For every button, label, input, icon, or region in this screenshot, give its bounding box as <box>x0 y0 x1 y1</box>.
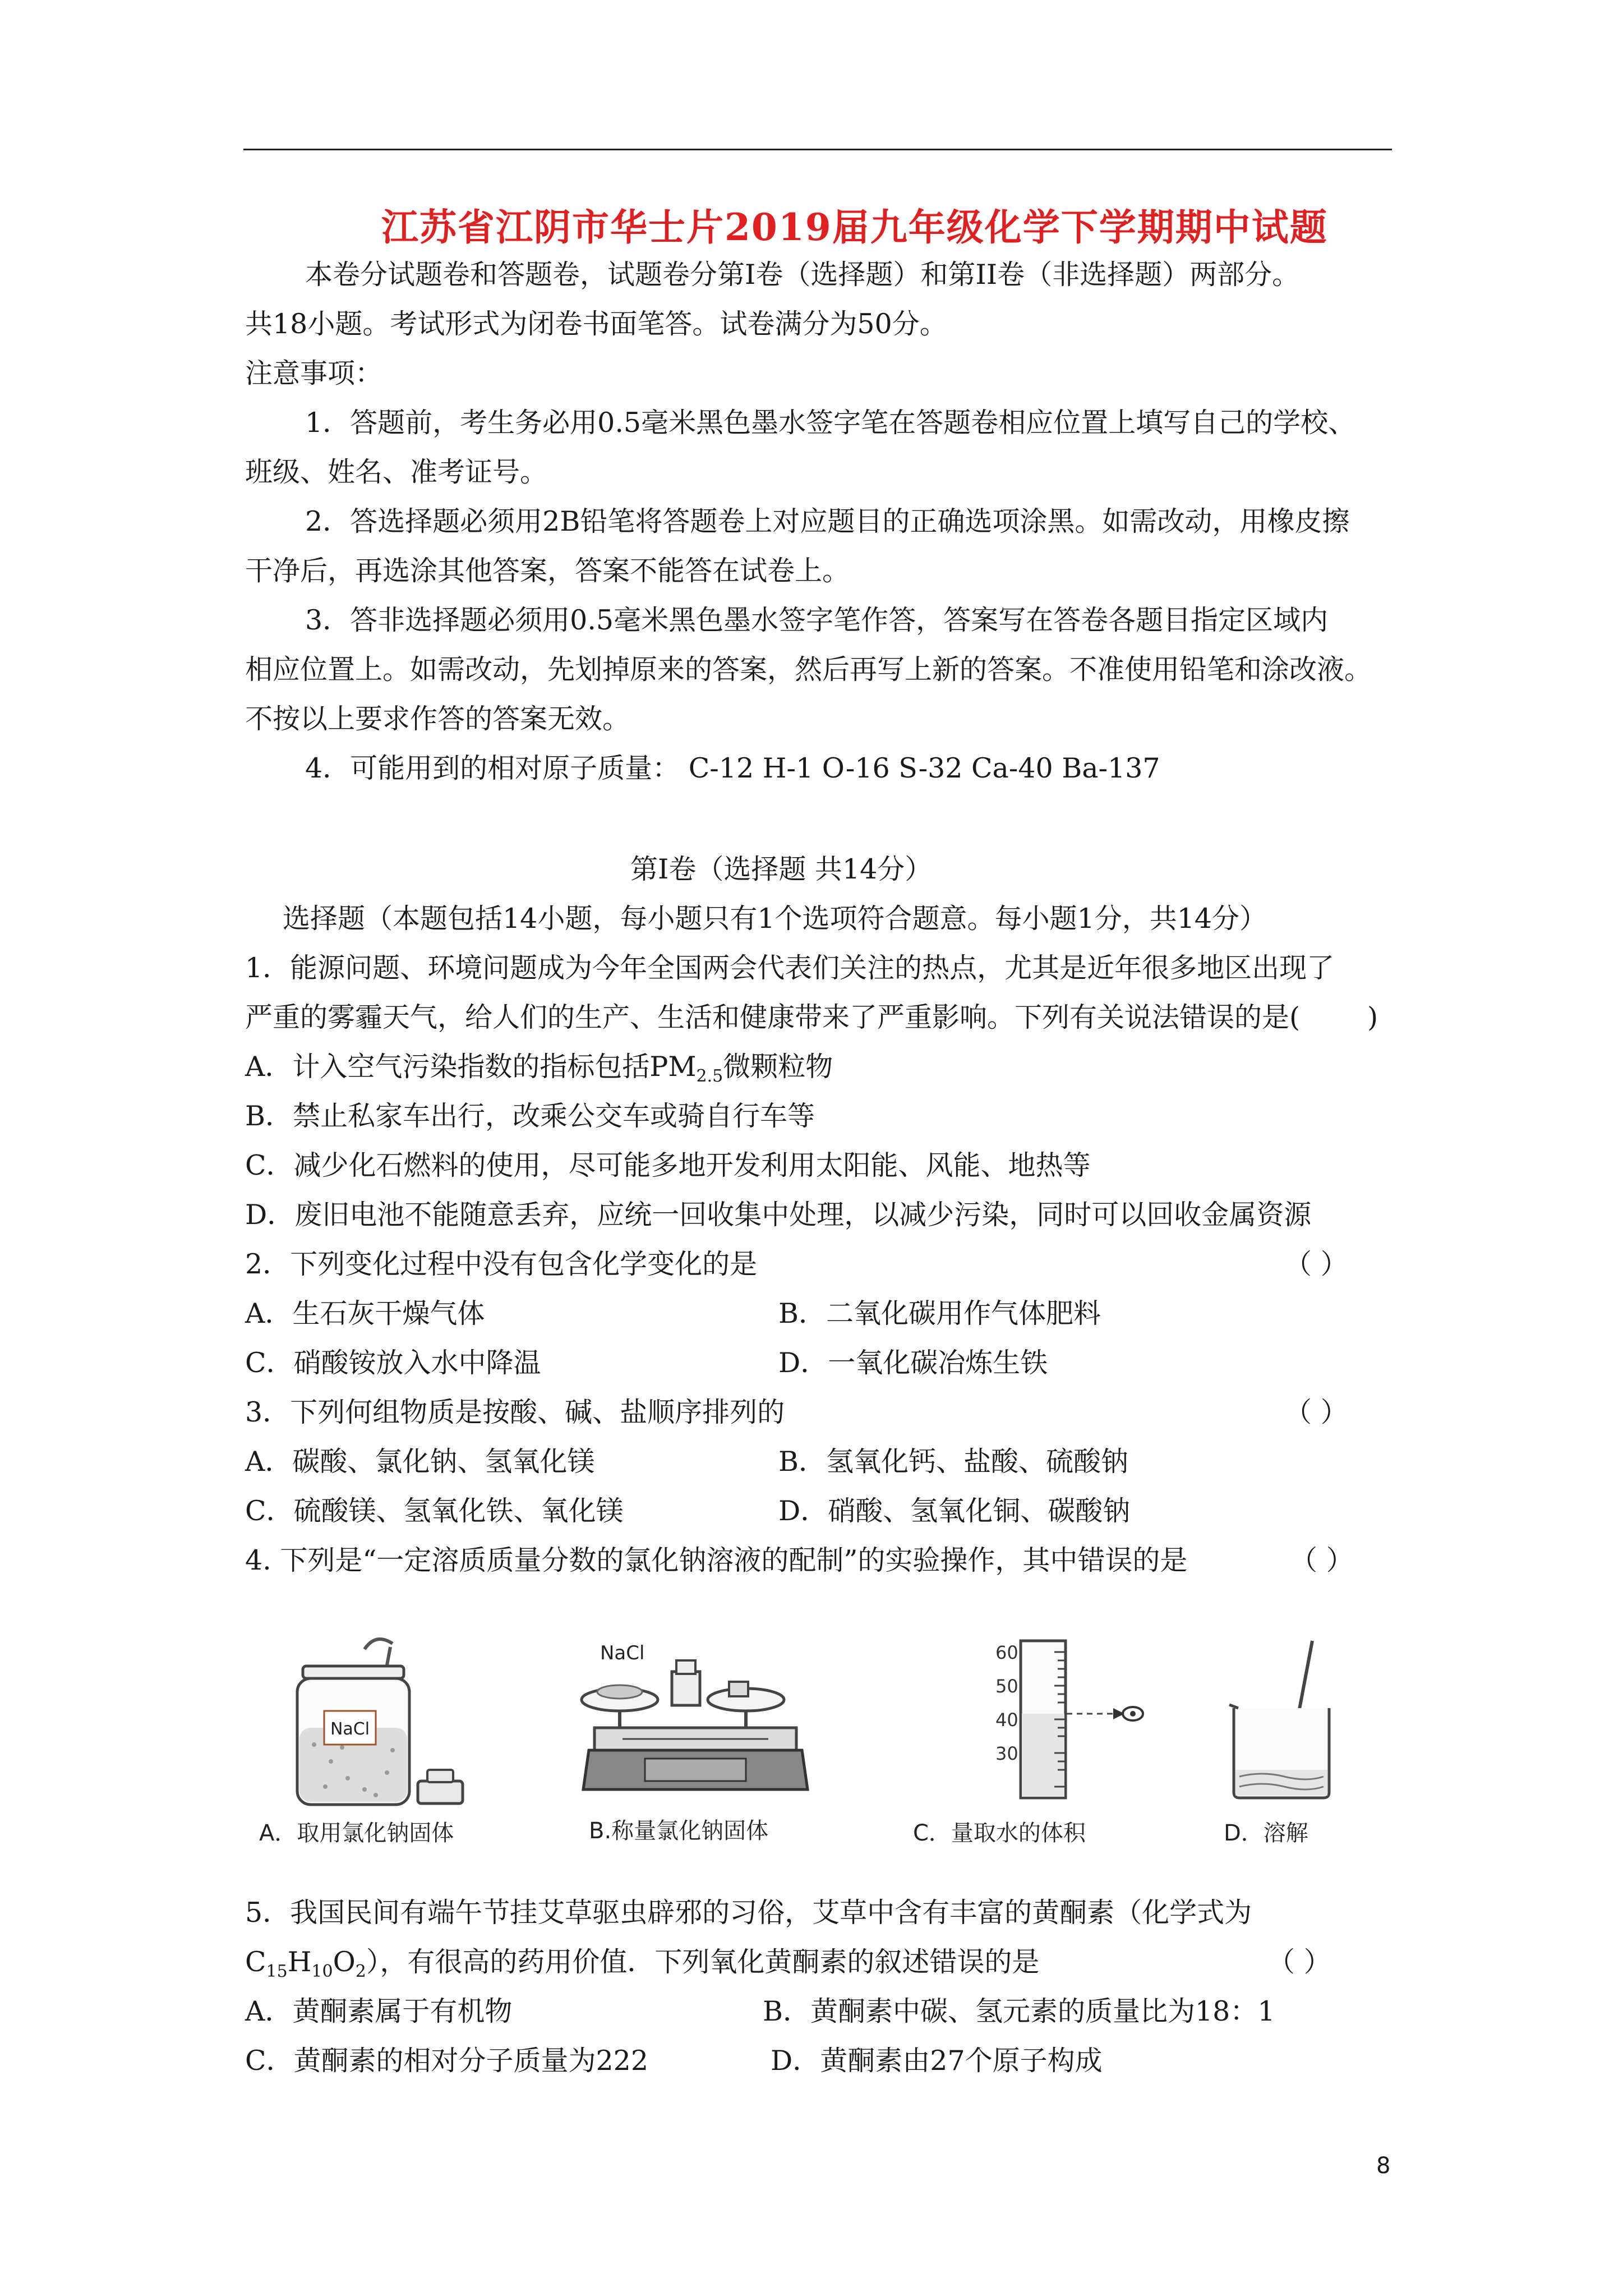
page-title: 江苏省江阴市华士片2019届九年级化学下学期期中试题 <box>381 205 1328 249</box>
figure-b-label: NaCl <box>600 1642 645 1664</box>
q1-stem-1: 1．能源问题、环境问题成为今年全国两会代表们关注的热点，尤其是近年很多地区出现了 <box>245 952 1335 984</box>
q5-formula-o-sub: 2 <box>355 1962 366 1981</box>
q1-option-b: B．禁止私家车出行，改乘公交车或骑自行车等 <box>245 1100 815 1132</box>
note-3b: 相应位置上。如需改动，先划掉原来的答案，然后再写上新的答案。不准使用铅笔和涂改液。 <box>245 654 1372 685</box>
q4-answer-paren: （ ） <box>1290 1544 1354 1576</box>
figure-c-tick-30: 30 <box>995 1743 1018 1764</box>
q5-option-b: B．黄酮素中碳、氢元素的质量比为18：1 <box>763 1995 1275 2027</box>
q2-option-b: B．二氧化碳用作气体肥料 <box>778 1297 1101 1329</box>
note-4: 4．可能用到的相对原子质量： C-12 H-1 O-16 S-32 Ca-40 Ba-137 <box>305 752 1160 784</box>
notes-heading: 注意事项： <box>245 357 383 389</box>
page-number: 8 <box>1376 2153 1391 2179</box>
q5-formula-c: C <box>245 1946 266 1978</box>
note-3a: 3．答非选择题必须用0.5毫米黑色墨水签字笔作答，答案写在答卷各题目指定区域内 <box>305 604 1329 636</box>
q5-formula-h-sub: 10 <box>311 1962 333 1981</box>
figure-c-tick-60: 60 <box>995 1642 1018 1663</box>
q4-stem: 4. 下列是“一定溶质质量分数的氯化钠溶液的配制”的实验操作，其中错误的是 <box>245 1544 1188 1576</box>
q1-option-a-text: A．计入空气污染指数的指标包括PM <box>245 1051 697 1083</box>
q2-option-d: D．一氧化碳冶炼生铁 <box>778 1347 1048 1379</box>
figure-d-beaker-icon <box>1217 1630 1346 1803</box>
header-rule <box>243 149 1392 150</box>
figure-a-jar-icon <box>280 1627 465 1812</box>
figure-a-caption: A．取用氯化钠固体 <box>259 1820 454 1846</box>
q2-option-c: C．硝酸铵放入水中降温 <box>245 1347 541 1379</box>
q1-option-d: D．废旧电池不能随意丢弃，应统一回收集中处理，以减少污染，同时可以回收金属资源 <box>245 1199 1312 1231</box>
q2-answer-paren: （ ） <box>1284 1248 1348 1280</box>
q5-formula-h: H <box>287 1946 312 1978</box>
q1-answer-paren: ) <box>1367 1001 1378 1033</box>
note-2b: 干净后，再选涂其他答案，答案不能答在试卷上。 <box>245 555 850 587</box>
q5-option-c: C．黄酮素的相对分子质量为222 <box>245 2045 649 2077</box>
figure-b-caption: B.称量氯化钠固体 <box>589 1818 769 1844</box>
q5-stem-1: 5．我国民间有端午节挂艾草驱虫辟邪的习俗，艾草中含有丰富的黄酮素（化学式为 <box>245 1897 1252 1929</box>
figure-a-label: NaCl <box>330 1719 370 1739</box>
q1-option-c: C．减少化石燃料的使用，尽可能多地开发利用太阳能、风能、地热等 <box>245 1149 1091 1181</box>
q5-answer-paren: （ ） <box>1267 1946 1331 1978</box>
q3-stem: 3．下列何组物质是按酸、碱、盐顺序排列的 <box>245 1396 785 1428</box>
q3-option-c: C．硫酸镁、氢氧化铁、氧化镁 <box>245 1495 624 1527</box>
figure-c-tick-40: 40 <box>995 1709 1018 1731</box>
q5-option-a: A．黄酮素属于有机物 <box>245 1995 513 2027</box>
note-1a: 1．答题前，考生务必用0.5毫米黑色墨水签字笔在答题卷相应位置上填写自己的学校、 <box>305 407 1356 439</box>
q3-answer-paren: （ ） <box>1284 1396 1348 1428</box>
intro-line-2: 共18小题。考试形式为闭卷书面笔答。试卷满分为50分。 <box>245 308 947 340</box>
q2-option-a: A．生石灰干燥气体 <box>245 1297 485 1329</box>
q5-option-d: D．黄酮素由27个原子构成 <box>771 2045 1103 2077</box>
q5-formula-c-sub: 15 <box>266 1962 288 1981</box>
q3-option-b: B．氢氧化钙、盐酸、硫酸钠 <box>778 1446 1129 1478</box>
intro-line-1: 本卷分试题卷和答题卷，试题卷分第I卷（选择题）和第II卷（非选择题）两部分。 <box>305 259 1300 291</box>
figure-c-caption: C．量取水的体积 <box>913 1820 1086 1846</box>
figure-c-tick-50: 50 <box>995 1676 1018 1697</box>
q2-stem: 2．下列变化过程中没有包含化学变化的是 <box>245 1248 758 1280</box>
section-heading: 第Ⅰ卷（选择题 共14分） <box>630 853 933 885</box>
q1-option-a-subscript: 2.5 <box>696 1066 723 1086</box>
q1-option-a-suffix: 微颗粒物 <box>723 1051 833 1083</box>
figure-d-caption: D．溶解 <box>1224 1820 1308 1846</box>
note-1b: 班级、姓名、准考证号。 <box>245 456 548 488</box>
figure-c-cylinder-icon <box>970 1630 1150 1803</box>
q3-option-d: D．硝酸、氢氧化铜、碳酸钠 <box>778 1495 1131 1527</box>
q1-stem-2: 严重的雾霾天气，给人们的生产、生活和健康带来了严重影响。下列有关说法错误的是( <box>245 1001 1301 1033</box>
q5-stem-2 <box>245 1945 1039 1989</box>
q1-option-a <box>245 1050 833 1093</box>
figure-b-balance-icon <box>578 1638 813 1806</box>
q3-option-a: A．碳酸、氯化钠、氢氧化镁 <box>245 1446 595 1478</box>
q5-stem-2-text: ），有很高的药用价值．下列氧化黄酮素的叙述错误的是 <box>366 1946 1040 1978</box>
note-2a: 2．答选择题必须用2B铅笔将答题卷上对应题目的正确选项涂黑。如需改动，用橡皮擦 <box>305 505 1350 537</box>
note-3c: 不按以上要求作答的答案无效。 <box>245 703 630 735</box>
section-instructions: 选择题（本题包括14小题，每小题只有1个选项符合题意。每小题1分，共14分） <box>283 903 1267 935</box>
q5-formula-o: O <box>333 1946 356 1978</box>
